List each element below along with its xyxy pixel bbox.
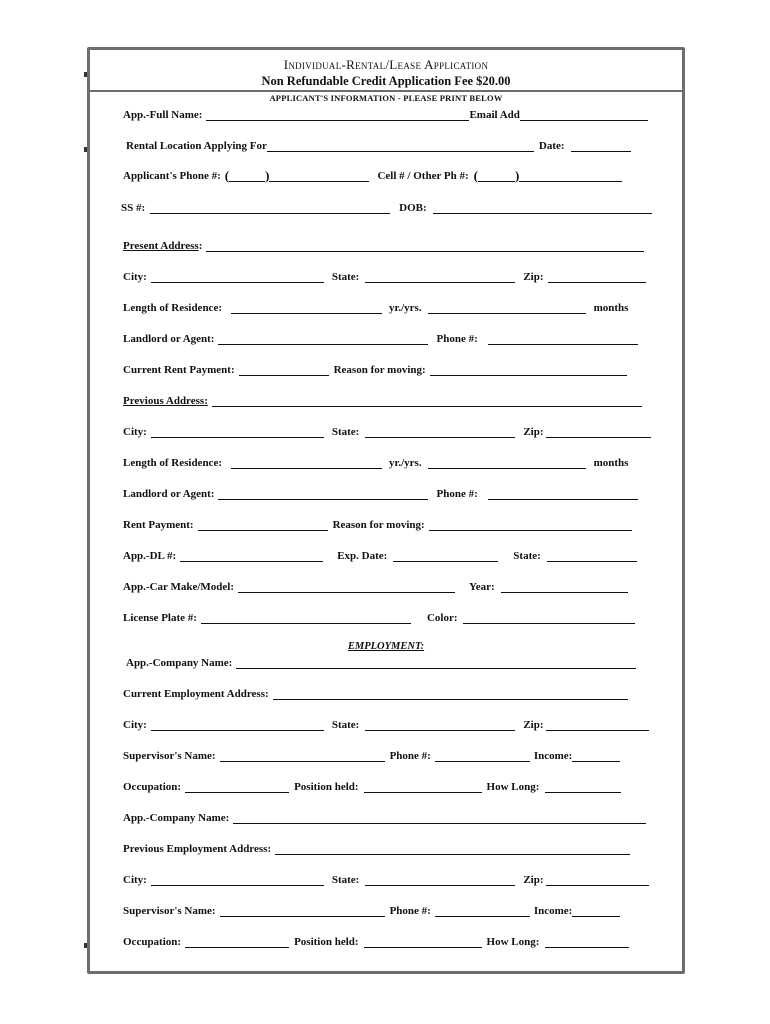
dl-label: App.-DL #:	[123, 550, 177, 562]
landlord-label: Landlord or Agent:	[123, 333, 215, 345]
rental-location-label: Rental Location Applying For	[126, 140, 267, 152]
income-field[interactable]	[572, 751, 620, 762]
previous-rent-row	[123, 519, 632, 531]
present-length-row	[123, 302, 628, 314]
phone-field[interactable]	[269, 171, 369, 182]
employment-city-row	[123, 719, 649, 731]
prev-employment-address-label: Previous Employment Address:	[123, 843, 272, 855]
year-field[interactable]	[501, 582, 628, 593]
rental-location-field[interactable]	[267, 141, 534, 152]
state-label: State:	[331, 271, 360, 283]
previous-length-row	[123, 457, 628, 469]
plate-label: License Plate #:	[123, 612, 197, 624]
prev-position-field[interactable]	[364, 937, 482, 948]
prev-emp-zip-label: Zip:	[523, 874, 544, 886]
plate-row	[123, 612, 635, 624]
landlord-phone-field[interactable]	[488, 334, 638, 345]
occupation-field[interactable]	[185, 782, 289, 793]
prev-company-name-label: App.-Company Name:	[123, 812, 230, 824]
prev-emp-phone-field[interactable]	[435, 906, 530, 917]
occupation-row	[123, 781, 621, 793]
months-field[interactable]	[428, 303, 586, 314]
prev-emp-phone-label: Phone #:	[389, 905, 431, 917]
prev-years-field[interactable]	[231, 458, 382, 469]
prev-city-field[interactable]	[151, 427, 324, 438]
prev-occupation-field[interactable]	[185, 937, 289, 948]
income-label: Income:	[533, 750, 573, 762]
email-field[interactable]	[520, 110, 648, 121]
previous-address-row	[123, 395, 642, 407]
form-header	[90, 50, 682, 92]
state-field[interactable]	[365, 272, 515, 283]
current-employment-address-row	[123, 688, 628, 700]
zip-label: Zip:	[523, 271, 544, 283]
car-row	[123, 581, 628, 593]
email-label: Email Add	[469, 109, 520, 121]
prev-how-long-label: How Long:	[486, 936, 540, 948]
prev-months-label: months	[593, 457, 629, 469]
prev-length-of-residence-label: Length of Residence:	[123, 457, 222, 469]
supervisor-label: Supervisor's Name:	[123, 750, 216, 762]
area-code-open: (	[224, 168, 230, 183]
previous-employment-address-row	[123, 843, 630, 855]
prev-landlord-field[interactable]	[218, 489, 428, 500]
cell-phone-label: Cell # / Other Ph #:	[377, 170, 469, 182]
months-label: months	[593, 302, 629, 314]
present-address-label: Present Address	[123, 240, 199, 252]
company-name-field[interactable]	[236, 658, 636, 669]
prev-employment-city-row	[123, 874, 649, 886]
present-landlord-row	[123, 333, 638, 345]
emp-state-label: State:	[331, 719, 360, 731]
company-name-label: App.-Company Name:	[126, 657, 233, 669]
exp-date-label: Exp. Date:	[337, 550, 388, 562]
prev-zip-label: Zip:	[523, 426, 544, 438]
employment-address-field[interactable]	[273, 689, 628, 700]
dl-state-field[interactable]	[547, 551, 637, 562]
emp-zip-label: Zip:	[523, 719, 544, 731]
print-instructions: APPLICANT'S INFORMATION - PLEASE PRINT BELOW	[269, 93, 503, 103]
position-label: Position held:	[294, 781, 359, 793]
landlord-field[interactable]	[218, 334, 428, 345]
present-rent-row	[123, 364, 627, 376]
previous-city-row	[123, 426, 651, 438]
rental-location-row	[126, 140, 631, 152]
previous-company-row	[123, 812, 646, 824]
prev-years-label: yr./yrs.	[389, 457, 422, 469]
emp-state-field[interactable]	[365, 720, 515, 731]
previous-address-label: Previous Address:	[123, 395, 208, 407]
exp-date-field[interactable]	[393, 551, 498, 562]
form-title: Individual-Rental/Lease Application	[283, 57, 489, 72]
emp-city-label: City:	[123, 719, 147, 731]
full-name-row	[123, 109, 648, 121]
prev-reason-for-moving-field[interactable]	[429, 520, 632, 531]
prev-supervisor-field[interactable]	[220, 906, 385, 917]
zip-field[interactable]	[548, 272, 646, 283]
prev-emp-zip-field[interactable]	[546, 875, 649, 886]
city-field[interactable]	[151, 272, 324, 283]
reason-for-moving-field[interactable]	[430, 365, 627, 376]
prev-income-field[interactable]	[572, 906, 620, 917]
prev-occupation-row	[123, 936, 629, 948]
cell-area-code-open: (	[473, 168, 478, 183]
present-address-field[interactable]	[206, 241, 644, 252]
prev-landlord-phone-label: Phone #:	[436, 488, 478, 500]
prev-emp-state-field[interactable]	[365, 875, 515, 886]
employment-address-label: Current Employment Address:	[123, 688, 269, 700]
previous-address-field[interactable]	[212, 396, 642, 407]
dl-field[interactable]	[180, 551, 323, 562]
cell-phone-field[interactable]	[519, 171, 622, 182]
years-label: yr./yrs.	[389, 302, 422, 314]
prev-occupation-label: Occupation:	[123, 936, 182, 948]
car-label: App.-Car Make/Model:	[123, 581, 235, 593]
prev-how-long-field[interactable]	[545, 937, 629, 948]
city-label: City:	[123, 271, 147, 283]
occupation-label: Occupation:	[123, 781, 182, 793]
date-field[interactable]	[571, 141, 631, 152]
ss-dob-row	[121, 202, 652, 214]
supervisor-field[interactable]	[220, 751, 385, 762]
prev-employment-address-field[interactable]	[275, 844, 630, 855]
employment-heading: EMPLOYMENT:	[347, 641, 425, 652]
area-code-close: )	[265, 168, 270, 183]
dob-label: DOB:	[399, 202, 427, 214]
prev-position-label: Position held:	[294, 936, 359, 948]
how-long-field[interactable]	[545, 782, 621, 793]
dl-state-label: State:	[513, 550, 541, 562]
cell-area-code-close: )	[514, 168, 520, 183]
current-company-row	[126, 657, 636, 669]
emp-phone-field[interactable]	[435, 751, 530, 762]
prev-state-field[interactable]	[365, 427, 515, 438]
present-address-colon: :	[198, 240, 203, 252]
prev-emp-state-label: State:	[331, 874, 360, 886]
dl-row	[123, 550, 637, 562]
cell-area-code-field[interactable]	[478, 171, 515, 182]
emp-phone-label: Phone #:	[389, 750, 431, 762]
ss-field[interactable]	[150, 203, 390, 214]
full-name-label: App.-Full Name:	[123, 109, 203, 121]
prev-reason-for-moving-label: Reason for moving:	[332, 519, 425, 531]
phone-label: Applicant's Phone #:	[123, 170, 221, 182]
length-of-residence-label: Length of Residence:	[123, 302, 222, 314]
prev-rent-label: Rent Payment:	[123, 519, 194, 531]
prev-state-label: State:	[331, 426, 360, 438]
position-field[interactable]	[364, 782, 482, 793]
phone-row	[123, 170, 622, 182]
prev-emp-city-label: City:	[123, 874, 147, 886]
dob-field[interactable]	[433, 203, 652, 214]
car-field[interactable]	[238, 582, 455, 593]
emp-zip-field[interactable]	[546, 720, 649, 731]
full-name-field[interactable]	[206, 110, 469, 121]
present-address-row	[123, 240, 644, 252]
prev-city-label: City:	[123, 426, 147, 438]
plate-field[interactable]	[201, 613, 411, 624]
prev-zip-field[interactable]	[546, 427, 651, 438]
prev-landlord-label: Landlord or Agent:	[123, 488, 215, 500]
prev-income-label: Income:	[533, 905, 573, 917]
prev-emp-city-field[interactable]	[151, 875, 324, 886]
present-city-row	[123, 271, 646, 283]
application-fee-notice: Non Refundable Credit Application Fee $20.00	[261, 74, 511, 88]
prev-supervisor-row	[123, 905, 620, 917]
supervisor-row	[123, 750, 620, 762]
current-rent-field[interactable]	[239, 365, 329, 376]
years-field[interactable]	[231, 303, 382, 314]
application-form	[87, 47, 685, 974]
landlord-phone-label: Phone #:	[436, 333, 478, 345]
prev-supervisor-label: Supervisor's Name:	[123, 905, 216, 917]
area-code-field[interactable]	[229, 171, 265, 182]
prev-months-field[interactable]	[428, 458, 586, 469]
prev-rent-field[interactable]	[198, 520, 328, 531]
date-label: Date:	[538, 140, 565, 152]
how-long-label: How Long:	[486, 781, 540, 793]
current-rent-label: Current Rent Payment:	[123, 364, 235, 376]
previous-landlord-row	[123, 488, 638, 500]
prev-company-name-field[interactable]	[233, 813, 646, 824]
color-field[interactable]	[463, 613, 635, 624]
reason-for-moving-label: Reason for moving:	[333, 364, 426, 376]
emp-city-field[interactable]	[151, 720, 324, 731]
color-label: Color:	[426, 612, 458, 624]
ss-label: SS #:	[121, 202, 146, 214]
year-label: Year:	[469, 581, 495, 593]
prev-landlord-phone-field[interactable]	[488, 489, 638, 500]
